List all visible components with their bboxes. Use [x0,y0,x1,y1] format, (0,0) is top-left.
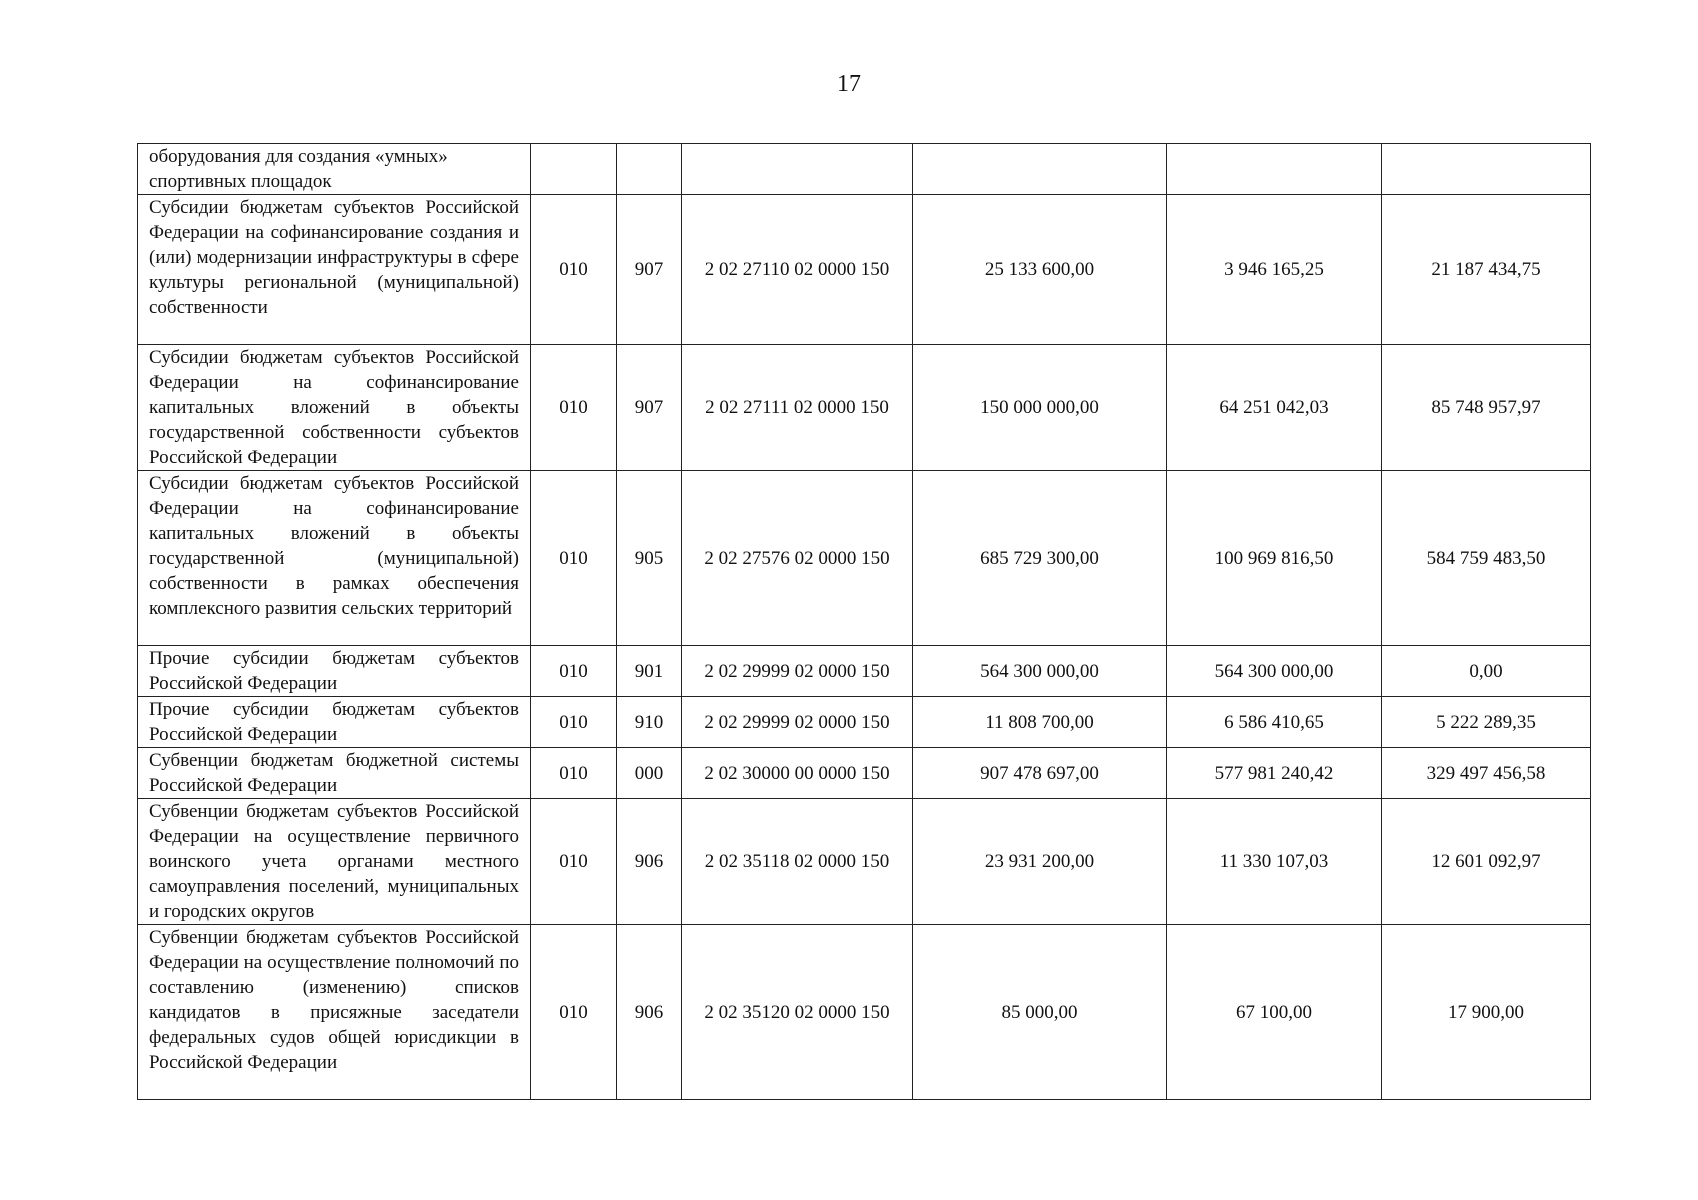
remaining-amount-cell: 0,00 [1382,646,1591,697]
row-name-cell: Субсидии бюджетам субъектов Российской Федерации на софинансирование капитальных вложений в объекты государственной (муниципальной) собственности в рамках обеспечения комплексного развития сельских территорий [138,471,531,646]
subcode-cell: 907 [617,345,682,471]
table-row [138,697,1591,748]
subcode-cell: 000 [617,748,682,799]
approved-amount-cell: 11 808 700,00 [913,697,1167,748]
executed-amount-cell: 67 100,00 [1167,925,1382,1100]
row-name-cell: Субвенции бюджетам субъектов Российской Федерации на осуществление полномочий по составлению (изменению) списков кандидатов в присяжные заседатели федеральных судов общей юрисдикции в Российской Федерации [138,925,531,1100]
admin-code-cell: 010 [531,748,617,799]
budget-classification-code-cell: 2 02 29999 02 0000 150 [682,646,913,697]
subcode-cell: 901 [617,646,682,697]
table-row [138,471,1591,646]
admin-code-cell: 010 [531,799,617,925]
budget-classification-code-cell [682,144,913,195]
subcode-cell: 910 [617,697,682,748]
subcode-cell: 907 [617,195,682,345]
table-row [138,195,1591,345]
remaining-amount-cell [1382,144,1591,195]
subcode-cell: 905 [617,471,682,646]
table-row [138,345,1591,471]
approved-amount-cell: 907 478 697,00 [913,748,1167,799]
row-name-cell: Субвенции бюджетам бюджетной системы Российской Федерации [138,748,531,799]
subcode-cell: 906 [617,799,682,925]
row-name-cell: Прочие субсидии бюджетам субъектов Российской Федерации [138,646,531,697]
row-name-cell: Субсидии бюджетам субъектов Российской Федерации на софинансирование капитальных вложений в объекты государственной собственности субъектов Российской Федерации [138,345,531,471]
table-row [138,144,1591,195]
budget-classification-code-cell: 2 02 29999 02 0000 150 [682,697,913,748]
row-name-cell: Прочие субсидии бюджетам субъектов Российской Федерации [138,697,531,748]
budget-classification-code-cell: 2 02 27111 02 0000 150 [682,345,913,471]
admin-code-cell [531,144,617,195]
subcode-cell [617,144,682,195]
executed-amount-cell: 577 981 240,42 [1167,748,1382,799]
approved-amount-cell [913,144,1167,195]
admin-code-cell: 010 [531,471,617,646]
row-name-cell: Субсидии бюджетам субъектов Российской Федерации на софинансирование создания и (или) модернизации инфраструктуры в сфере культуры региональной (муниципальной) собственности [138,195,531,345]
budget-classification-code-cell: 2 02 27576 02 0000 150 [682,471,913,646]
budget-classification-code-cell: 2 02 27110 02 0000 150 [682,195,913,345]
approved-amount-cell: 25 133 600,00 [913,195,1167,345]
admin-code-cell: 010 [531,646,617,697]
table-body [138,144,1591,1100]
approved-amount-cell: 23 931 200,00 [913,799,1167,925]
admin-code-cell: 010 [531,697,617,748]
row-name-cell: Субвенции бюджетам субъектов Российской Федерации на осуществление первичного воинского учета органами местного самоуправления поселений, муниципальных и городских округов [138,799,531,925]
executed-amount-cell [1167,144,1382,195]
admin-code-cell: 010 [531,345,617,471]
table-row [138,925,1591,1100]
executed-amount-cell: 3 946 165,25 [1167,195,1382,345]
remaining-amount-cell: 21 187 434,75 [1382,195,1591,345]
executed-amount-cell: 564 300 000,00 [1167,646,1382,697]
remaining-amount-cell: 17 900,00 [1382,925,1591,1100]
page-number: 17 [837,71,861,97]
budget-classification-code-cell: 2 02 35120 02 0000 150 [682,925,913,1100]
remaining-amount-cell: 329 497 456,58 [1382,748,1591,799]
budget-classification-code-cell: 2 02 30000 00 0000 150 [682,748,913,799]
table-row [138,646,1591,697]
row-name-cell: оборудования для создания «умных» спортивных площадок [138,144,531,195]
admin-code-cell: 010 [531,195,617,345]
approved-amount-cell: 150 000 000,00 [913,345,1167,471]
remaining-amount-cell: 12 601 092,97 [1382,799,1591,925]
executed-amount-cell: 64 251 042,03 [1167,345,1382,471]
approved-amount-cell: 685 729 300,00 [913,471,1167,646]
subcode-cell: 906 [617,925,682,1100]
table-row [138,748,1591,799]
table-row [138,799,1591,925]
executed-amount-cell: 6 586 410,65 [1167,697,1382,748]
remaining-amount-cell: 85 748 957,97 [1382,345,1591,471]
executed-amount-cell: 100 969 816,50 [1167,471,1382,646]
budget-revenue-table [137,143,1591,1100]
budget-classification-code-cell: 2 02 35118 02 0000 150 [682,799,913,925]
approved-amount-cell: 564 300 000,00 [913,646,1167,697]
admin-code-cell: 010 [531,925,617,1100]
approved-amount-cell: 85 000,00 [913,925,1167,1100]
remaining-amount-cell: 584 759 483,50 [1382,471,1591,646]
executed-amount-cell: 11 330 107,03 [1167,799,1382,925]
remaining-amount-cell: 5 222 289,35 [1382,697,1591,748]
